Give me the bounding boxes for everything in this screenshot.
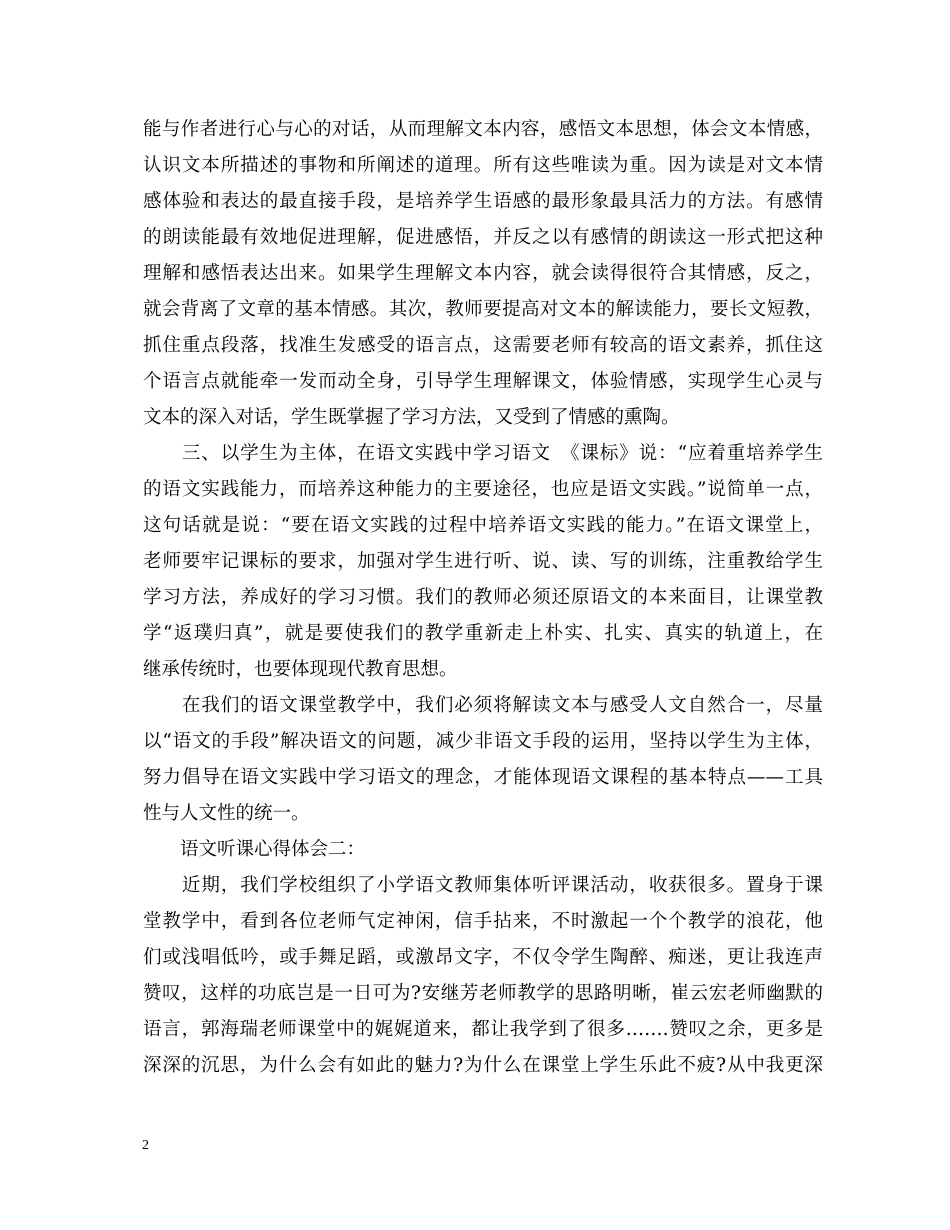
text-line: 以“语文的手段”解决语文的问题，减少非语文手段的运用，坚持以学生为主体， <box>143 731 823 752</box>
text-line: 学习方法，养成好的学习习惯。我们的教师必须还原语文的本来面目，让课堂教 <box>143 587 823 608</box>
text-line: 深深的沉思，为什么会有如此的魅力?为什么在课堂上学生乐此不疲?从中我更深 <box>143 1055 823 1076</box>
text-line: 们或浅唱低吟，或手舞足蹈，或激昂文字，不仅令学生陶醉、痴迷，更让我连声 <box>143 947 823 968</box>
text-line: 在我们的语文课堂教学中，我们必须将解读文本与感受人文自然合一，尽量 <box>143 695 823 716</box>
page-number: 2 <box>142 1138 149 1153</box>
text-line: 继承传统时，也要体现现代教育思想。 <box>143 659 458 680</box>
text-line: 感体验和表达的最直接手段，是培养学生语感的最形象最具活力的方法。有感情 <box>143 191 823 212</box>
text-line: 个语言点就能牵一发而动全身，引导学生理解课文，体验情感，实现学生心灵与 <box>143 371 823 392</box>
text-line: 就会背离了文章的基本情感。其次，教师要提高对文本的解读能力，要长文短教， <box>143 299 823 320</box>
text-line: 理解和感悟表达出来。如果学生理解文本内容，就会读得很符合其情感，反之， <box>143 263 823 284</box>
text-line: 能与作者进行心与心的对话，从而理解文本内容，感悟文本思想，体会文本情感， <box>143 119 823 140</box>
text-line: 语言，郭海瑞老师课堂中的娓娓道来，都让我学到了很多…….赞叹之余，更多是 <box>143 1019 823 1040</box>
text-line: 的朗读能最有效地促进理解，促进感悟，并反之以有感情的朗读这一形式把这种 <box>143 227 823 248</box>
text-line: 堂教学中，看到各位老师气定神闲，信手拈来，不时激起一个个教学的浪花，他 <box>143 911 823 932</box>
text-line: 性与人文性的统一。 <box>143 803 310 824</box>
text-line: 三、以学生为主体，在语文实践中学习语文 《课标》说：“应着重培养学生 <box>143 443 823 464</box>
text-line: 学“返璞归真”，就是要使我们的教学重新走上朴实、扎实、真实的轨道上，在 <box>143 623 823 644</box>
text-line: 努力倡导在语文实践中学习语文的理念，才能体现语文课程的基本特点——工具 <box>143 767 823 788</box>
text-line: 文本的深入对话，学生既掌握了学习方法，又受到了情感的熏陶。 <box>143 407 680 428</box>
text-line: 抓住重点段落，找准生发感受的语言点，这需要老师有较高的语文素养，抓住这 <box>143 335 823 356</box>
text-line: 赞叹，这样的功底岂是一日可为?安继芳老师教学的思路明晰，崔云宏老师幽默的 <box>143 983 823 1004</box>
text-line: 近期，我们学校组织了小学语文教师集体听评课活动，收获很多。置身于课 <box>143 875 823 896</box>
text-line: 这句话就是说：“要在语文实践的过程中培养语文实践的能力。”在语文课堂上， <box>143 515 823 536</box>
section-heading: 语文听课心得体会二： <box>143 839 366 860</box>
text-line: 的语文实践能力，而培养这种能力的主要途径，也应是语文实践。”说简单一点， <box>143 479 823 500</box>
text-line: 老师要牢记课标的要求，加强对学生进行听、说、读、写的训练，注重教给学生 <box>143 551 823 572</box>
text-line: 认识文本所描述的事物和所阐述的道理。所有这些唯读为重。因为读是对文本情 <box>143 155 823 176</box>
